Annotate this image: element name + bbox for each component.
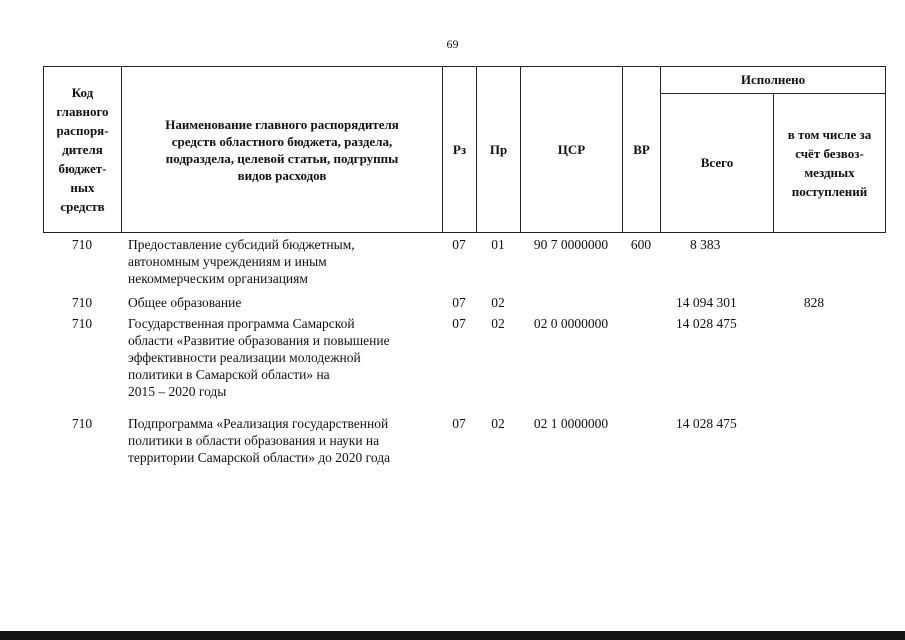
header-code-line: главного xyxy=(56,104,109,119)
header-code-line: бюджет- xyxy=(58,161,107,176)
row-csr: 02 1 0000000 xyxy=(533,416,609,431)
header-code-cell xyxy=(44,67,122,233)
row-code: 710 xyxy=(71,295,93,310)
row-code: 710 xyxy=(71,316,93,331)
row-name-line: эффективности реализации молодежной xyxy=(128,350,361,365)
header-total: Всего xyxy=(661,94,774,233)
row-code: 710 xyxy=(71,237,93,252)
row-name-line: политики в области образования и науки на xyxy=(128,433,380,448)
row-name-line: некоммерческим организациям xyxy=(128,271,308,286)
table-header xyxy=(43,66,886,233)
header-code-line: Код xyxy=(71,85,94,100)
row-total: 14 028 475 xyxy=(676,416,737,431)
header-name-line: Наименование главного распорядителя xyxy=(165,116,399,132)
row-name-line: Предоставление субсидий бюджетным, xyxy=(128,237,355,252)
header-code-line: распоря- xyxy=(56,123,109,138)
header-free-cell xyxy=(774,94,886,233)
row-name xyxy=(128,315,438,400)
row-name-line: Подпрограмма «Реализация государственной xyxy=(128,416,389,431)
header-free-line: поступлений xyxy=(791,184,868,199)
row-csr: 90 7 0000000 xyxy=(533,237,609,252)
page-number: 69 xyxy=(446,37,459,51)
header-executed: Исполнено xyxy=(661,67,886,94)
row-name xyxy=(128,415,438,466)
header-code-line: средств xyxy=(60,199,105,214)
row-rz: 07 xyxy=(452,295,466,310)
row-code: 710 xyxy=(71,416,93,431)
row-name-line: Государственная программа Самарской xyxy=(128,316,355,331)
header-free-line: в том числе за xyxy=(787,127,872,142)
row-name-line: 2015 – 2020 годы xyxy=(128,384,227,399)
row-name xyxy=(128,294,438,311)
row-total: 14 094 301 xyxy=(676,295,737,310)
row-name-line: территории Самарской области» до 2020 года xyxy=(128,450,391,465)
row-pr: 02 xyxy=(491,316,505,331)
header-name-line: подраздела, целевой статьи, подгруппы xyxy=(165,150,399,166)
header-name-line: видов расходов xyxy=(237,167,327,183)
row-pr: 02 xyxy=(491,416,505,431)
row-rz: 07 xyxy=(452,416,466,431)
header-code-line: ных xyxy=(70,180,95,195)
row-vr: 600 xyxy=(630,237,652,252)
header-rz: Рз xyxy=(443,67,477,233)
header-free-line: счёт безвоз- xyxy=(795,146,864,161)
row-name-line: Общее образование xyxy=(128,295,242,310)
row-csr: 02 0 0000000 xyxy=(533,316,609,331)
row-name xyxy=(128,236,438,287)
scan-bottom-edge xyxy=(0,631,905,640)
row-pr: 01 xyxy=(491,237,505,252)
row-free: 828 xyxy=(803,295,825,310)
row-total: 14 028 475 xyxy=(676,316,737,331)
row-name-line: области «Развитие образования и повышение xyxy=(128,333,390,348)
header-csr: ЦСР xyxy=(521,67,623,233)
header-code-line: дителя xyxy=(62,142,103,157)
header-free-line: мездных xyxy=(804,165,855,180)
header-pr: Пр xyxy=(477,67,521,233)
row-pr: 02 xyxy=(491,295,505,310)
row-rz: 07 xyxy=(452,237,466,252)
row-rz: 07 xyxy=(452,316,466,331)
header-name-line: средств областного бюджета, раздела, xyxy=(171,133,393,149)
header-name-cell xyxy=(122,67,443,233)
row-total: 8 383 xyxy=(690,237,721,252)
header-vr: ВР xyxy=(623,67,661,233)
row-name-line: автономным учреждениям и иным xyxy=(128,254,327,269)
row-name-line: политики в Самарской области» на xyxy=(128,367,330,382)
